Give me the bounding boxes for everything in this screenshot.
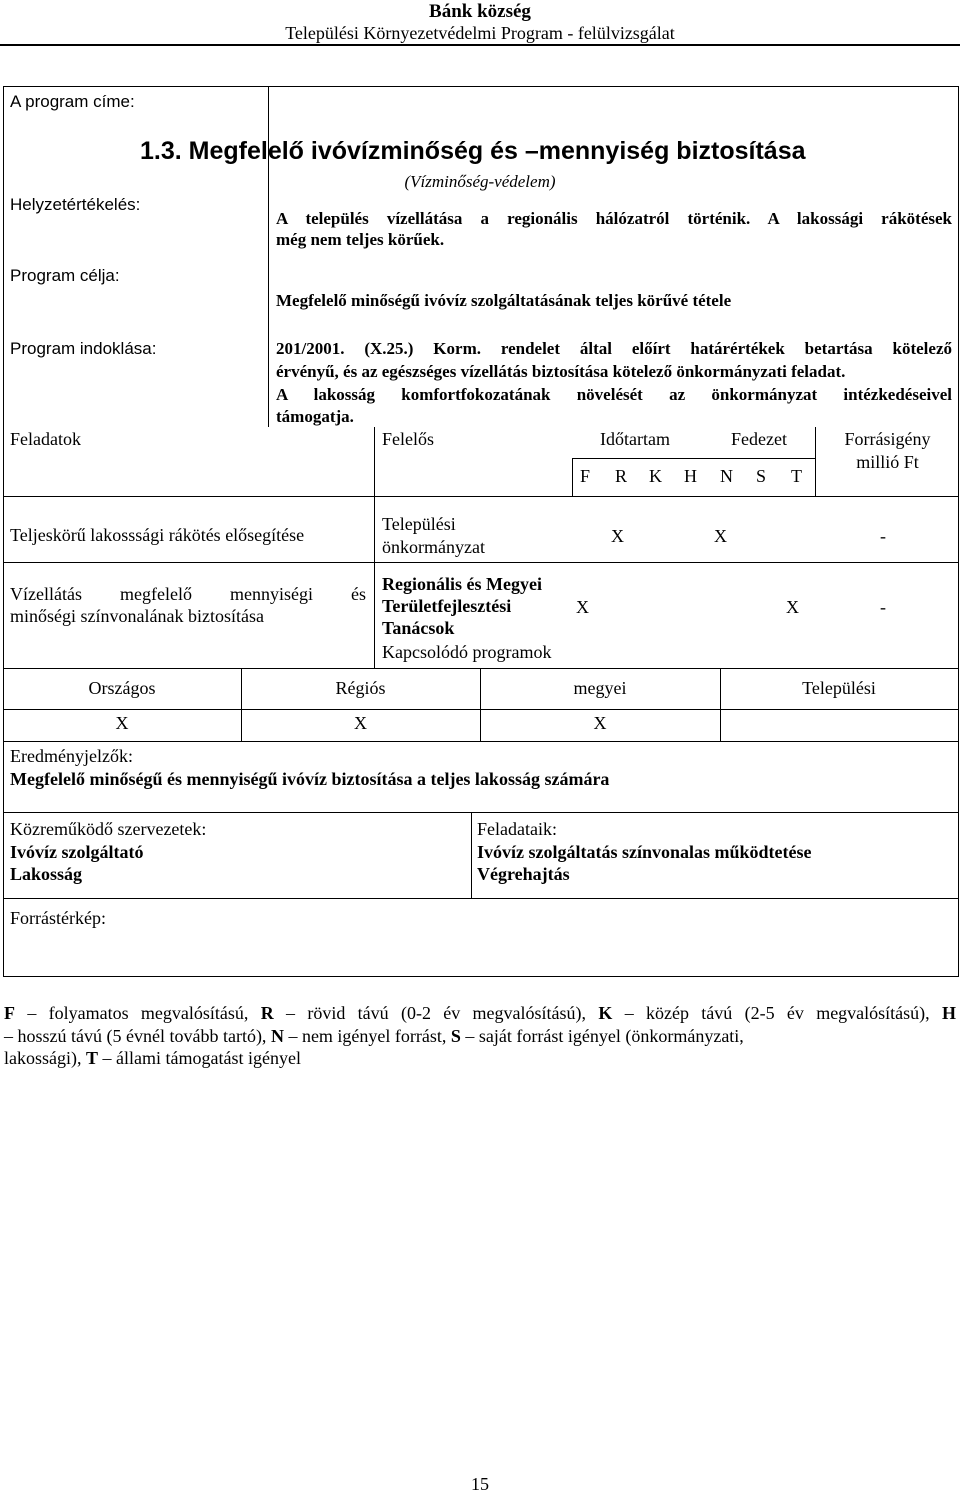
legend-key-k: K	[598, 1003, 613, 1023]
partner-task-item: Ivóvíz szolgáltatás színvonalas működtetése	[477, 842, 812, 862]
task-row-1-mark-s: X	[714, 526, 727, 546]
funding-letter-s: S	[756, 466, 767, 486]
funding-letter-t: T	[791, 466, 802, 486]
partner-item: Ivóvíz szolgáltató	[10, 842, 144, 862]
task-row-1-task: Teljeskörű lakosssági rákötés elősegítése	[10, 525, 305, 545]
related-value-national: X	[115, 713, 129, 733]
partners-label: Közreműködő szervezetek:	[10, 819, 207, 839]
justification-label: Program indoklása:	[10, 339, 157, 358]
goal-text: Megfelelő minőségű ivóvíz szolgáltatásának teljes körűvé tétele	[276, 291, 732, 310]
task-row-2-responsible-line1: Regionális és Megyei	[382, 574, 542, 594]
related-programs-title: Kapcsolódó programok	[382, 642, 552, 662]
legend-key-t: T	[85, 1048, 98, 1068]
funding-header-line1: Forrásigény	[844, 429, 931, 449]
task-row-2-funding: -	[880, 597, 886, 617]
timing-letter-h: H	[684, 466, 697, 486]
duration-header: Időtartam	[600, 429, 670, 449]
justification-text-line3: A lakosság komfortfokozatának növelését az önkormányzat intézkedéseivel	[276, 385, 952, 404]
program-heading: 1.3. Megfelelő ivóvízminőség és –mennyiség biztosítása	[140, 137, 806, 165]
coverage-header: Fedezet	[731, 429, 787, 449]
timing-letter-k: K	[649, 466, 662, 486]
goal-label: Program célja:	[10, 266, 120, 285]
related-header-national: Országos	[88, 678, 156, 698]
justification-text-line2: érvényű, és az egészséges vízellátás biztosítása kötelező önkormányzati feladat.	[276, 362, 846, 381]
task-row-1-funding: -	[880, 526, 886, 546]
assessment-label: Helyzetértékelés:	[10, 195, 141, 214]
legend-key-s: S	[450, 1026, 461, 1046]
legend-key-f: F	[4, 1003, 15, 1023]
program-title-label: A program címe:	[10, 92, 135, 111]
funding-map-label: Forrástérkép:	[10, 908, 106, 928]
tasks-header: Feladatok	[10, 429, 81, 449]
assessment-text-line2: még nem teljes körűek.	[276, 230, 445, 249]
legend-line2: – hosszú távú (5 évnél tovább tartó), N – nem igényel forrást, S – saját forrást igényel (önkormányzati,	[4, 1026, 744, 1046]
assessment-text-line1: A település vízellátása a regionális hálózatról történik. A lakossági rákötések	[276, 209, 952, 228]
task-row-2-task-line2: minőségi színvonalának biztosítása	[10, 606, 264, 626]
document-title: Bánk község	[429, 1, 531, 22]
related-header-local: Települési	[802, 678, 876, 698]
partner-task-item: Végrehajtás	[477, 864, 570, 884]
related-header-regional: Régiós	[335, 678, 386, 698]
task-row-2-mark-f: X	[576, 597, 589, 617]
task-row-2-responsible-line2: Területfejlesztési	[382, 596, 512, 616]
partner-tasks-label: Feladataik:	[477, 819, 557, 839]
results-text: Megfelelő minőségű és mennyiségű ivóvíz biztosítása a teljes lakosság számára	[10, 769, 610, 789]
legend-key-h: H	[941, 1003, 956, 1023]
task-row-1-mark-h: X	[611, 526, 624, 546]
related-value-regional: X	[354, 713, 367, 733]
legend-line3: lakossági), T – állami támogatást igényel	[4, 1048, 301, 1068]
task-row-2-task-line1: Vízellátás megfelelő mennyiségi és	[10, 584, 366, 604]
justification-text-line1: 201/2001. (X.25.) Korm. rendelet által előírt határértékek betartása kötelező	[276, 339, 952, 358]
funding-letter-n: N	[720, 466, 733, 486]
funding-header-line2: millió Ft	[856, 452, 919, 472]
related-header-county: megyei	[573, 678, 627, 698]
results-label: Eredményjelzők:	[10, 746, 133, 766]
timing-letter-r: R	[615, 466, 628, 486]
related-value-county: X	[593, 713, 607, 733]
legend-key-n: N	[270, 1026, 284, 1046]
responsible-header: Felelős	[382, 429, 434, 449]
legend-key-r: R	[260, 1003, 274, 1023]
header-rule	[0, 44, 960, 46]
task-row-2-mark-t: X	[786, 597, 799, 617]
page-number: 15	[471, 1474, 489, 1494]
task-row-2-responsible-line3: Tanácsok	[382, 618, 455, 638]
task-row-1-responsible-line2: önkormányzat	[382, 537, 485, 557]
program-subheading: (Vízminőség-védelem)	[404, 172, 556, 191]
task-row-1-responsible-line1: Települési	[382, 514, 456, 534]
legend-line1: F – folyamatos megvalósítású, R – rövid távú (0-2 év megvalósítású), K – közép távú (2-5 év megvalósítású), H	[4, 1003, 956, 1023]
timing-letter-f: F	[580, 466, 591, 486]
document-subtitle: Települési Környezetvédelmi Program - felülvizsgálat	[285, 23, 675, 43]
justification-text-line4: támogatja.	[276, 407, 354, 426]
partner-item: Lakosság	[10, 864, 83, 884]
